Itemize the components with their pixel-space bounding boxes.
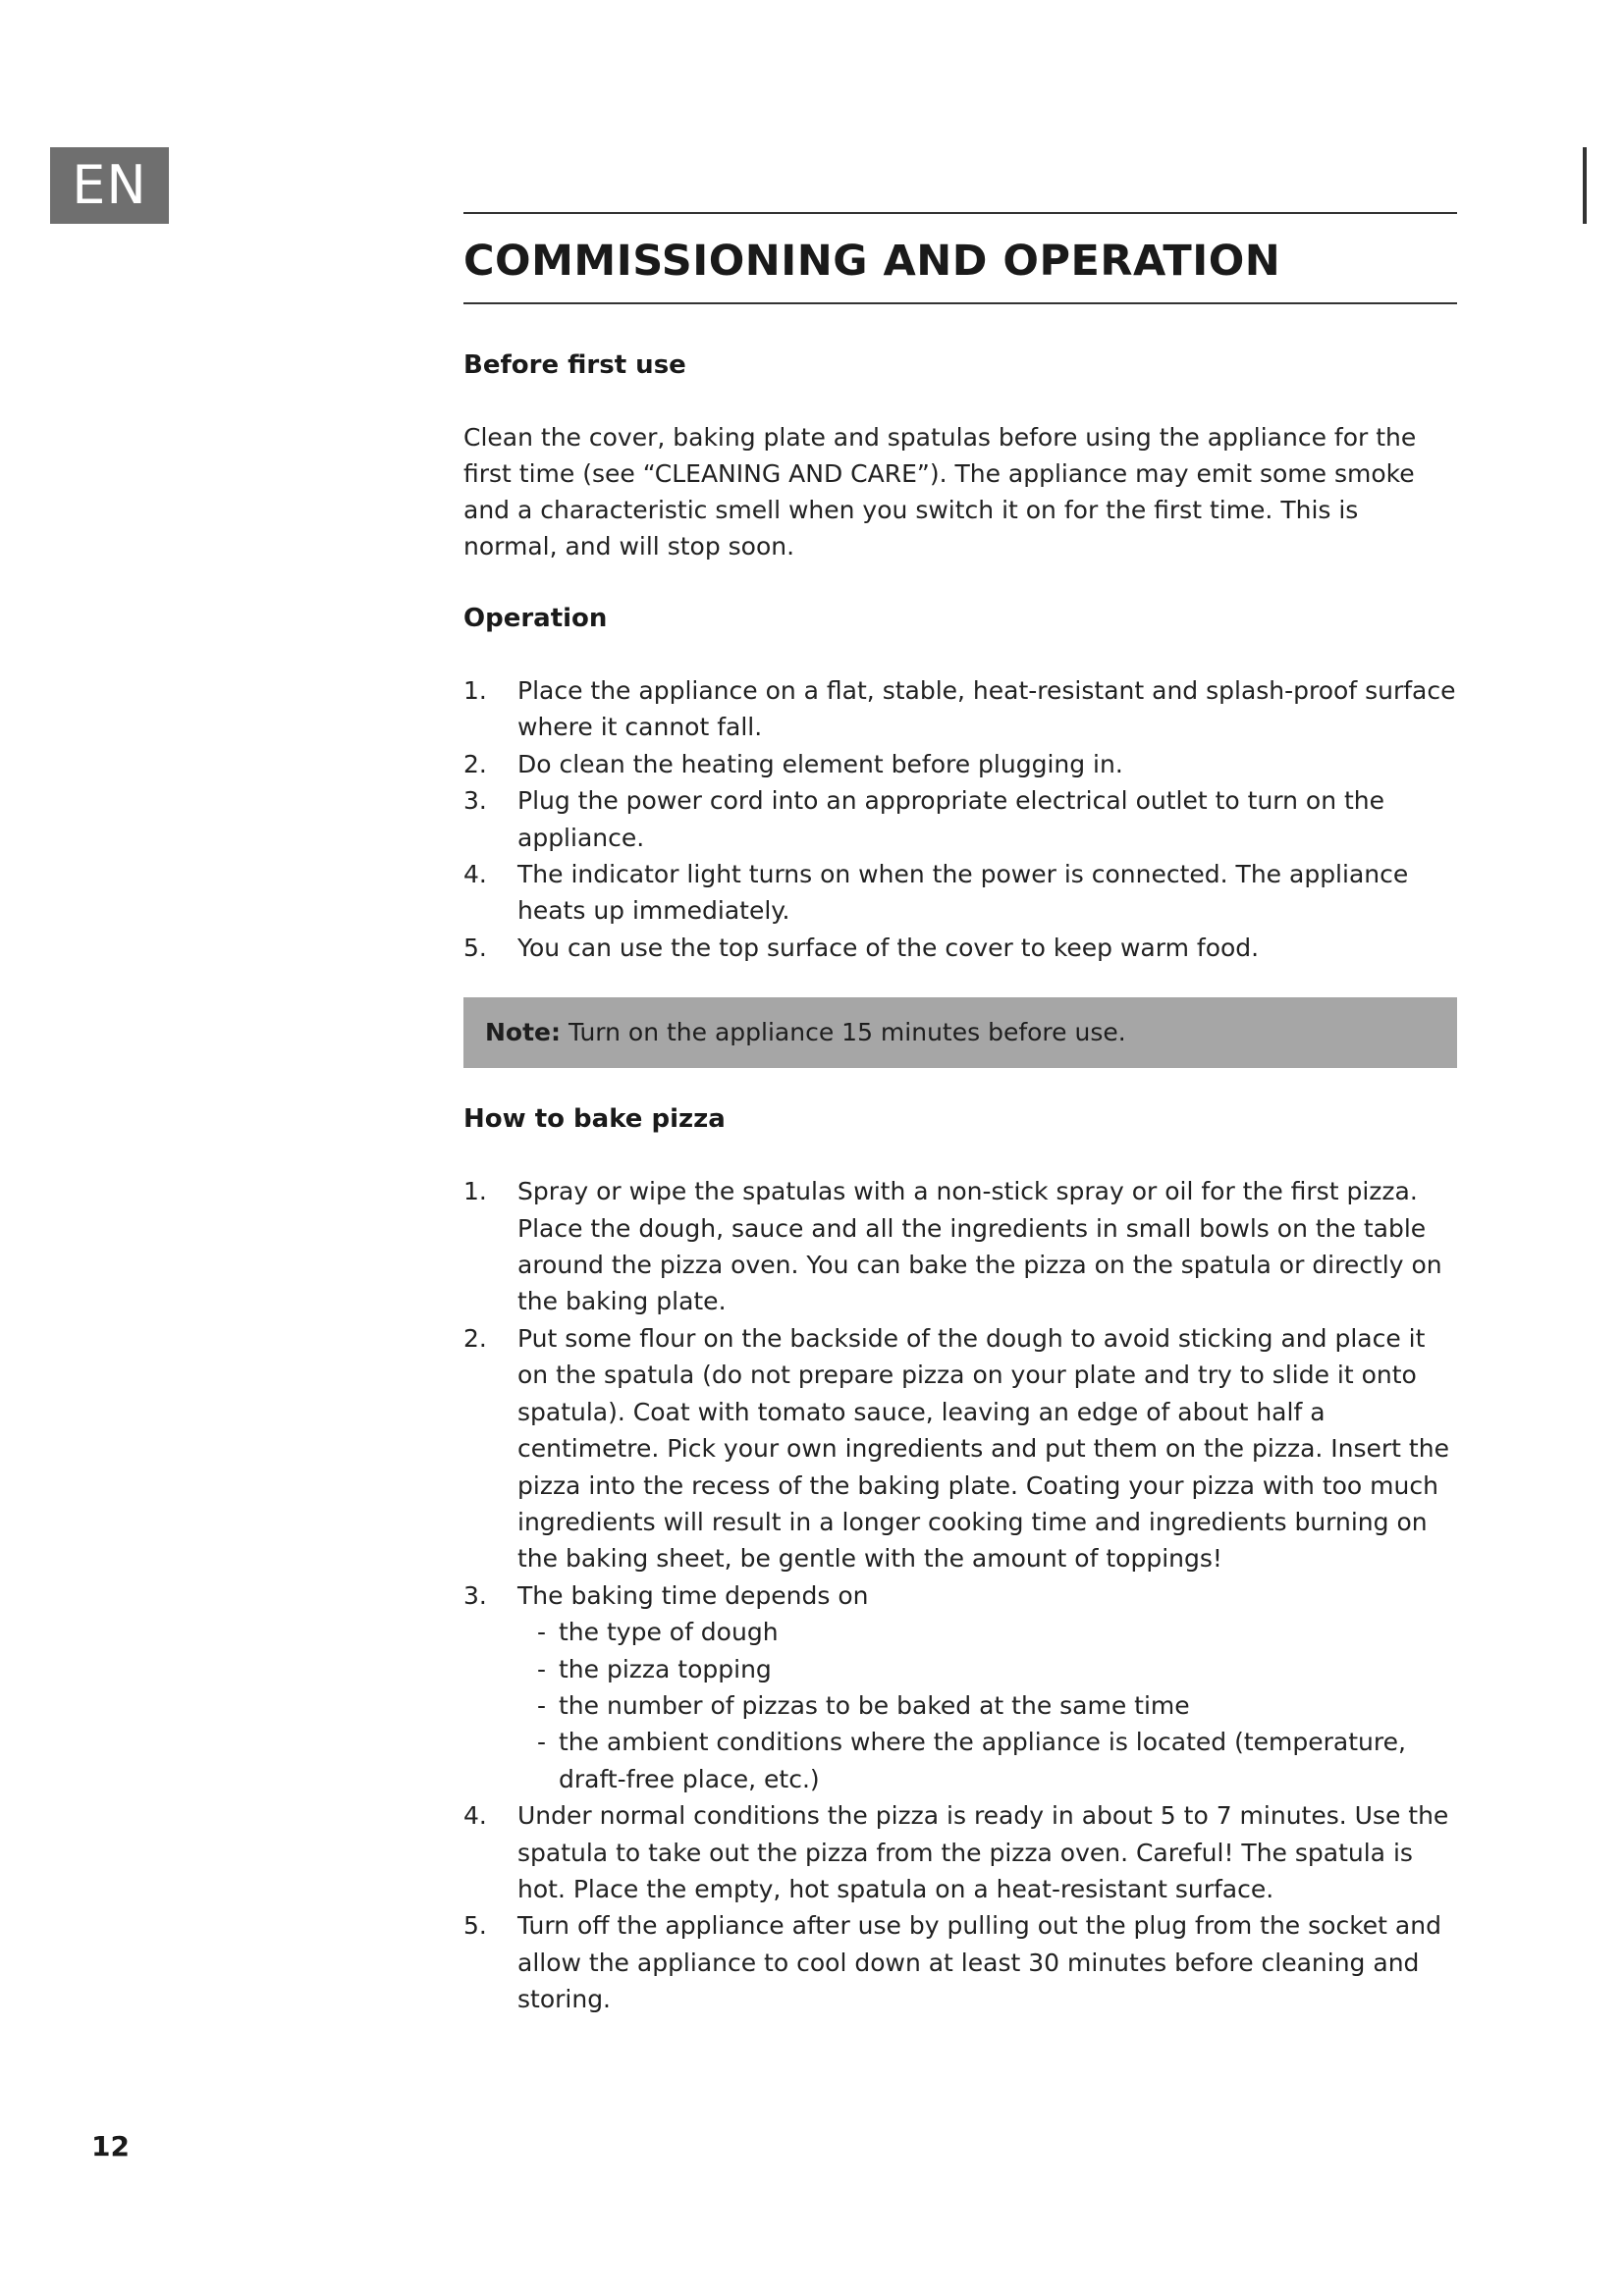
step-text: Spray or wipe the spatulas with a non-stick spray or oil for the first pizza. Place the dough, sauce and all the ingredients in small bowls on the table around the pizza oven. You can bake the pizza on the spatula or directly on the baking plate. [517, 1177, 1442, 1316]
page-number: 12 [91, 2130, 130, 2163]
list-item [463, 672, 1457, 746]
note-text: Turn on the appliance 15 minutes before use. [568, 1018, 1126, 1047]
title-bottom-rule [463, 302, 1457, 304]
step-text: Put some flour on the backside of the dough to avoid sticking and place it on the spatula (do not prepare pizza on your plate and try to slide it onto spatula). Coat with tomato sauce, leaving an edge of about half a centimetre. Pick your own ingredients and put them on the pizza. Insert the pizza into the recess of the baking plate. Coating your pizza with too much ingredients will result in a longer cooking time and ingredients burning on the baking sheet, be gentle with the amount of toppings! [517, 1323, 1449, 1574]
margin-bar [1583, 147, 1587, 224]
factor-text: the pizza topping [559, 1654, 772, 1683]
list-item [463, 746, 1457, 782]
list-item [463, 930, 1457, 966]
baking-time-factors [517, 1614, 1457, 1797]
step-text: Plug the power cord into an appropriate electrical outlet to turn on the appliance. [517, 786, 1385, 852]
pizza-steps [463, 1173, 1457, 2017]
before-first-use-heading: Before first use [463, 350, 686, 380]
title-top-rule [463, 212, 1457, 214]
step-number: 5. [463, 1911, 487, 1941]
before-first-use-text: Clean the cover, baking plate and spatulas before using the appliance for the first time (see “CLEANING AND CARE”). The appliance may emit some smoke and a characteristic smell when you switch it on for the first time. This is normal, and will stop soon. [463, 423, 1417, 561]
list-item [463, 1577, 1457, 1797]
list-item [463, 1907, 1457, 2017]
list-item [463, 856, 1457, 930]
pizza-heading: How to bake pizza [463, 1104, 726, 1135]
list-item: - the pizza topping [537, 1654, 772, 1683]
step-number: 1. [463, 676, 487, 705]
step-text: Place the appliance on a flat, stable, heat-resistant and splash-proof surface where it cannot fall. [517, 676, 1456, 742]
step-number: 2. [463, 1323, 487, 1353]
factor-text: the type of dough [559, 1618, 779, 1647]
step-text: You can use the top surface of the cover to keep warm food. [517, 933, 1260, 962]
list-item [463, 1797, 1457, 1907]
step-text: Turn off the appliance after use by pulling out the plug from the socket and allow the appliance to cool down at least 30 minutes before cleaning and storing. [517, 1911, 1441, 2014]
step-number: 5. [463, 933, 487, 962]
step-number: 3. [463, 1580, 487, 1610]
operation-heading: Operation [463, 604, 608, 633]
list-item: - the number of pizzas to be baked at the same time [537, 1690, 1190, 1720]
list-item: - the ambient conditions where the appliance is located (temperature, draft-free place, etc.) [537, 1728, 1406, 1793]
operation-steps [463, 672, 1457, 966]
page-content [463, 212, 1457, 2018]
step-number: 2. [463, 749, 487, 778]
note-label: Note: [485, 1018, 562, 1047]
language-tab: EN [50, 147, 169, 224]
note-box [463, 997, 1457, 1068]
step-number: 4. [463, 860, 487, 889]
factor-text: the number of pizzas to be baked at the same time [559, 1690, 1190, 1720]
step-number: 3. [463, 786, 487, 816]
step-number: 1. [463, 1177, 487, 1206]
step-number: 4. [463, 1801, 487, 1831]
page-title: COMMISSIONING AND OPERATION [463, 237, 1281, 286]
list-item [463, 782, 1457, 856]
step-text: Do clean the heating element before plugging in. [517, 749, 1123, 778]
step-text: The baking time depends on [517, 1580, 869, 1610]
list-item [463, 1320, 1457, 1577]
factor-text: the ambient conditions where the appliance is located (temperature, draft-free place, etc.) [559, 1728, 1406, 1793]
list-item: - the type of dough [537, 1618, 779, 1647]
step-text: The indicator light turns on when the power is connected. The appliance heats up immediately. [517, 860, 1409, 926]
list-item [463, 1173, 1457, 1320]
step-text: Under normal conditions the pizza is ready in about 5 to 7 minutes. Use the spatula to take out the pizza from the pizza oven. Careful! The spatula is hot. Place the empty, hot spatula on a heat-resistant surface. [517, 1801, 1449, 1903]
